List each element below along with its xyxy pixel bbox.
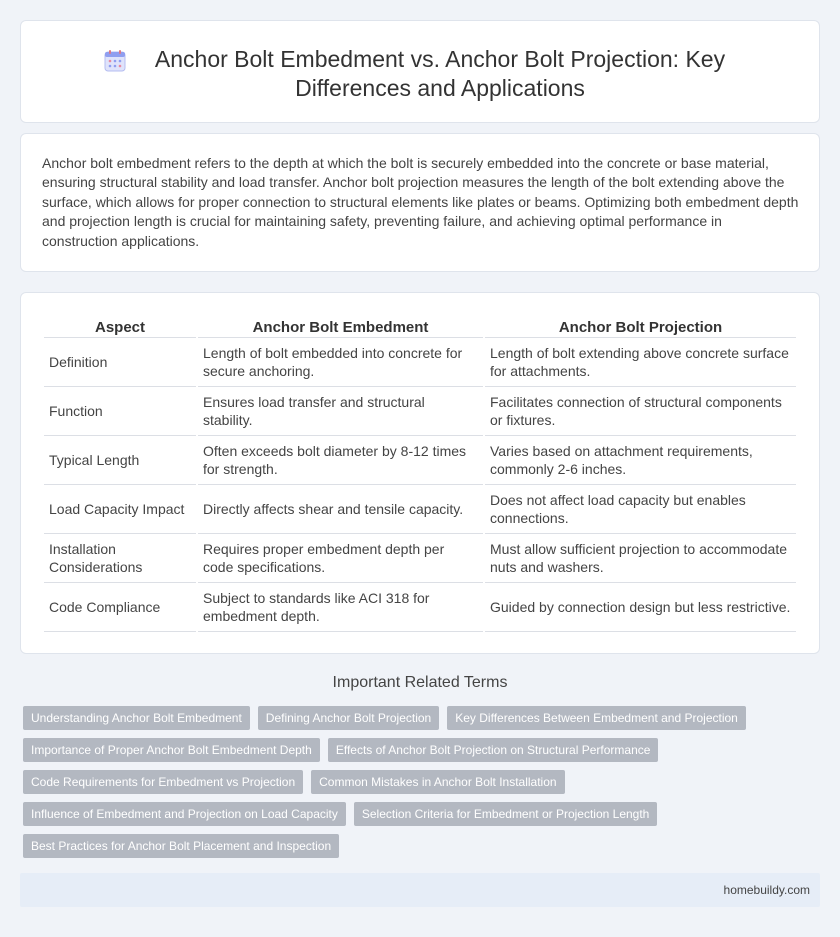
table-header-row xyxy=(44,316,796,338)
footer-site-link[interactable]: homebuildy.com xyxy=(723,883,810,897)
header-aspect: Aspect xyxy=(44,316,196,338)
table-cell-aspect: Installation Considerations xyxy=(44,534,196,583)
footer xyxy=(20,873,820,907)
table-cell-projection: Must allow sufficient projection to accommodate nuts and washers. xyxy=(485,534,796,583)
table-cell-embedment: Subject to standards like ACI 318 for embedment depth. xyxy=(198,583,483,632)
related-term-tag[interactable]: Importance of Proper Anchor Bolt Embedment Depth xyxy=(23,738,320,762)
table-cell-aspect: Typical Length xyxy=(44,436,196,485)
table-cell-embedment: Requires proper embedment depth per code specifications. xyxy=(198,534,483,583)
table-row xyxy=(44,534,796,583)
page-title: Anchor Bolt Embedment vs. Anchor Bolt Projection: Key Differences and Applications xyxy=(154,46,726,101)
related-term-tag[interactable]: Code Requirements for Embedment vs Projection xyxy=(23,770,303,794)
related-terms-title: Important Related Terms xyxy=(332,674,508,691)
table-row xyxy=(44,485,796,534)
intro-card xyxy=(20,133,820,272)
table-cell-projection: Guided by connection design but less restrictive. xyxy=(485,583,796,632)
table-cell-projection: Facilitates connection of structural components or fixtures. xyxy=(485,387,796,436)
table-row xyxy=(44,338,796,387)
table-cell-projection: Varies based on attachment requirements, commonly 2-6 inches. xyxy=(485,436,796,485)
table-cell-projection: Length of bolt extending above concrete surface for attachments. xyxy=(485,338,796,387)
table-row xyxy=(44,387,796,436)
comparison-table xyxy=(42,316,798,632)
table-cell-embedment: Length of bolt embedded into concrete for secure anchoring. xyxy=(198,338,483,387)
related-term-tag[interactable]: Key Differences Between Embedment and Projection xyxy=(447,706,746,730)
table-cell-aspect: Function xyxy=(44,387,196,436)
calendar-icon xyxy=(103,49,127,73)
related-term-tag[interactable]: Understanding Anchor Bolt Embedment xyxy=(23,706,250,730)
related-term-tag[interactable]: Best Practices for Anchor Bolt Placement and Inspection xyxy=(23,834,339,858)
related-term-tag[interactable]: Influence of Embedment and Projection on Load Capacity xyxy=(23,802,346,826)
comparison-table-card xyxy=(20,292,820,654)
table-row xyxy=(44,583,796,632)
title-card xyxy=(20,20,820,123)
table-cell-projection: Does not affect load capacity but enables connections. xyxy=(485,485,796,534)
table-row xyxy=(44,436,796,485)
table-cell-aspect: Definition xyxy=(44,338,196,387)
related-term-tag[interactable]: Defining Anchor Bolt Projection xyxy=(258,706,439,730)
related-term-tag[interactable]: Common Mistakes in Anchor Bolt Installation xyxy=(311,770,564,794)
related-term-tag[interactable]: Effects of Anchor Bolt Projection on Structural Performance xyxy=(328,738,659,762)
table-cell-aspect: Code Compliance xyxy=(44,583,196,632)
header-projection: Anchor Bolt Projection xyxy=(485,316,796,338)
related-term-tag[interactable]: Selection Criteria for Embedment or Projection Length xyxy=(354,802,657,826)
title-wrap xyxy=(21,45,819,103)
related-terms-list xyxy=(23,706,803,858)
intro-paragraph: Anchor bolt embedment refers to the depth at which the bolt is securely embedded into the concrete or base material, ensuring structural stability and load transfer. Anchor bolt projection measures the length of the bolt extending above the surface, which allows for proper connection to structural elements like plates or beams. Optimizing both embedment depth and projection length is crucial for maintaining safety, preventing failure, and achieving optimal performance in construction applications. xyxy=(42,155,799,249)
header-embedment: Anchor Bolt Embedment xyxy=(198,316,483,338)
table-cell-aspect: Load Capacity Impact xyxy=(44,485,196,534)
table-cell-embedment: Ensures load transfer and structural stability. xyxy=(198,387,483,436)
table-cell-embedment: Often exceeds bolt diameter by 8-12 times for strength. xyxy=(198,436,483,485)
table-cell-embedment: Directly affects shear and tensile capacity. xyxy=(198,485,483,534)
